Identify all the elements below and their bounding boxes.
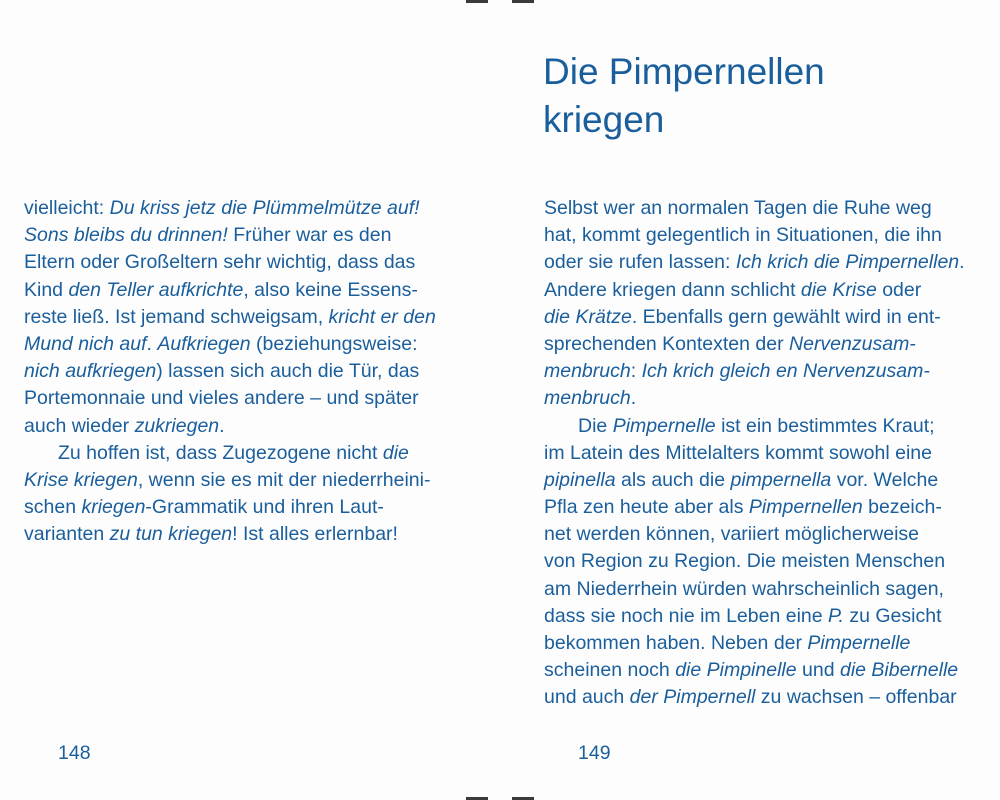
text-run: Eltern oder Großeltern sehr wichtig, dass das xyxy=(24,251,416,274)
text-run: im Latein des Mittelalters kommt sowohl eine xyxy=(544,441,932,464)
text-line xyxy=(544,494,965,521)
text-run: net werden können, variiert möglicherweise xyxy=(544,523,920,546)
text-line xyxy=(24,358,436,385)
text-run: hat, kommt gelegentlich in Situationen, die ihn xyxy=(544,224,942,247)
italic-text-run: zu tun kriegen xyxy=(109,523,233,546)
text-run: . xyxy=(146,332,158,355)
text-run: schen xyxy=(24,496,82,519)
text-run: ! Ist alles erlernbar! xyxy=(232,523,398,546)
text-run: vielleicht: xyxy=(24,197,110,219)
paragraph-start-line xyxy=(544,413,965,440)
text-run: Selbst wer an normalen Tagen die Ruhe weg xyxy=(544,197,932,219)
text-line xyxy=(544,277,965,304)
left-page-body xyxy=(24,195,436,548)
text-run: und auch xyxy=(544,686,630,709)
text-run: Die xyxy=(578,414,613,437)
text-run: . xyxy=(630,387,637,410)
italic-text-run: menbruch xyxy=(544,387,631,410)
text-run: vor. Welche xyxy=(831,468,939,491)
italic-text-run: kricht er den xyxy=(328,305,436,328)
text-line xyxy=(24,385,436,412)
text-line xyxy=(544,385,965,412)
italic-text-run: Aufkriegen xyxy=(157,332,251,355)
italic-text-run: die Pimpinelle xyxy=(675,659,797,682)
text-line xyxy=(544,630,965,657)
text-line xyxy=(544,249,965,276)
text-line xyxy=(544,331,965,358)
text-line xyxy=(24,222,436,249)
italic-text-run: Du kriss jetz die Plümmelmütze auf! xyxy=(109,197,420,219)
italic-text-run: kriegen xyxy=(81,496,146,519)
text-line xyxy=(24,195,436,222)
text-run: dass sie noch nie im Leben eine xyxy=(544,604,829,627)
text-line xyxy=(544,548,965,575)
text-run: Kind xyxy=(24,278,69,301)
text-run: . Ebenfalls gern gewählt wird in ent- xyxy=(631,305,941,328)
italic-text-run: menbruch xyxy=(544,360,631,383)
text-run: von Region zu Region. Die meisten Menschen xyxy=(544,550,946,573)
italic-text-run: Krise kriegen xyxy=(24,468,138,491)
text-run: am Niederrhein würden wahrscheinlich sagen, xyxy=(544,577,944,600)
text-line xyxy=(544,358,965,385)
text-run: -Grammatik und ihren Laut- xyxy=(145,496,384,519)
italic-text-run: P. xyxy=(828,604,844,627)
text-run: bezeich- xyxy=(862,496,942,519)
text-run: als auch die xyxy=(615,468,731,491)
text-line xyxy=(544,603,965,630)
italic-text-run: Pimpernelle xyxy=(612,414,716,437)
text-line xyxy=(24,249,436,276)
text-line xyxy=(24,413,436,440)
page-number: 148 xyxy=(58,742,91,764)
text-run: und xyxy=(796,659,840,682)
text-line xyxy=(544,195,965,222)
text-run: varianten xyxy=(24,523,110,546)
text-run: scheinen noch xyxy=(544,659,676,682)
italic-text-run: die Bibernelle xyxy=(839,659,959,682)
chapter-title-line: Die Pimpernellen xyxy=(543,51,825,92)
text-run: Pfla zen heute aber als xyxy=(544,496,749,519)
text-run: oder xyxy=(876,278,922,301)
text-line xyxy=(24,277,436,304)
text-run: reste ließ. Ist jemand schweigsam, xyxy=(24,305,329,328)
chapter-title-line: kriegen xyxy=(543,99,665,140)
text-run: Zu hoffen ist, dass Zugezogene nicht xyxy=(58,441,383,464)
text-line xyxy=(544,576,965,603)
text-line xyxy=(24,494,436,521)
text-run: zu Gesicht xyxy=(843,604,942,627)
text-run: oder sie rufen lassen: xyxy=(544,251,736,274)
italic-text-run: Mund nich auf xyxy=(24,332,147,355)
text-run: , wenn sie es mit der niederrheini- xyxy=(137,468,431,491)
text-run: sprechenden Kontexten der xyxy=(544,332,790,355)
italic-text-run: Pimpernelle xyxy=(807,632,911,654)
italic-text-run: nich aufkriegen xyxy=(24,360,157,383)
text-run: Früher war es den xyxy=(227,224,392,247)
text-run: , also keine Essens- xyxy=(243,278,418,301)
text-run: auch wieder xyxy=(24,414,135,437)
text-run: ist ein bestimmtes Kraut; xyxy=(715,414,935,437)
text-run: ) lassen sich auch die Tür, das xyxy=(156,360,420,383)
text-run: : xyxy=(630,360,642,383)
text-run: . xyxy=(219,414,225,437)
text-run: (beziehungsweise: xyxy=(250,332,418,355)
text-run: zu wachsen – offenbar xyxy=(755,686,957,709)
text-line xyxy=(24,331,436,358)
text-line xyxy=(544,467,965,494)
text-line xyxy=(544,657,965,684)
text-run: Portemonnaie und vieles andere – und später xyxy=(24,387,419,410)
text-line xyxy=(544,222,965,249)
text-run: Andere kriegen dann schlicht xyxy=(544,278,801,301)
italic-text-run: der Pimpernell xyxy=(629,686,756,709)
text-run: bekommen haben. Neben der xyxy=(544,632,808,654)
italic-text-run: die xyxy=(382,441,409,464)
italic-text-run: Ich krich gleich en Nervenzusam- xyxy=(641,360,930,383)
italic-text-run: Nervenzusam- xyxy=(789,332,916,355)
italic-text-run: die Krätze xyxy=(544,305,632,328)
italic-text-run: Pimpernellen xyxy=(748,496,863,519)
text-line xyxy=(544,521,965,548)
text-line xyxy=(24,467,436,494)
italic-text-run: Sons bleibs du drinnen! xyxy=(24,224,228,247)
italic-text-run: pimpernella xyxy=(730,468,832,491)
text-line xyxy=(24,304,436,331)
italic-text-run: die Krise xyxy=(800,278,877,301)
italic-text-run: Ich krich die Pimpernellen xyxy=(735,251,960,274)
text-run: . xyxy=(959,251,965,274)
italic-text-run: den Teller aufkrichte xyxy=(68,278,244,301)
text-line xyxy=(544,684,965,711)
right-page-body xyxy=(544,195,965,712)
text-line xyxy=(24,521,436,548)
chapter-title xyxy=(543,48,825,144)
text-line xyxy=(544,440,965,467)
paragraph-start-line xyxy=(24,440,436,467)
page-number: 149 xyxy=(578,742,611,764)
right-page[interactable] xyxy=(500,0,1000,800)
text-line xyxy=(544,304,965,331)
italic-text-run: zukriegen xyxy=(134,414,220,437)
italic-text-run: pipinella xyxy=(544,468,616,491)
